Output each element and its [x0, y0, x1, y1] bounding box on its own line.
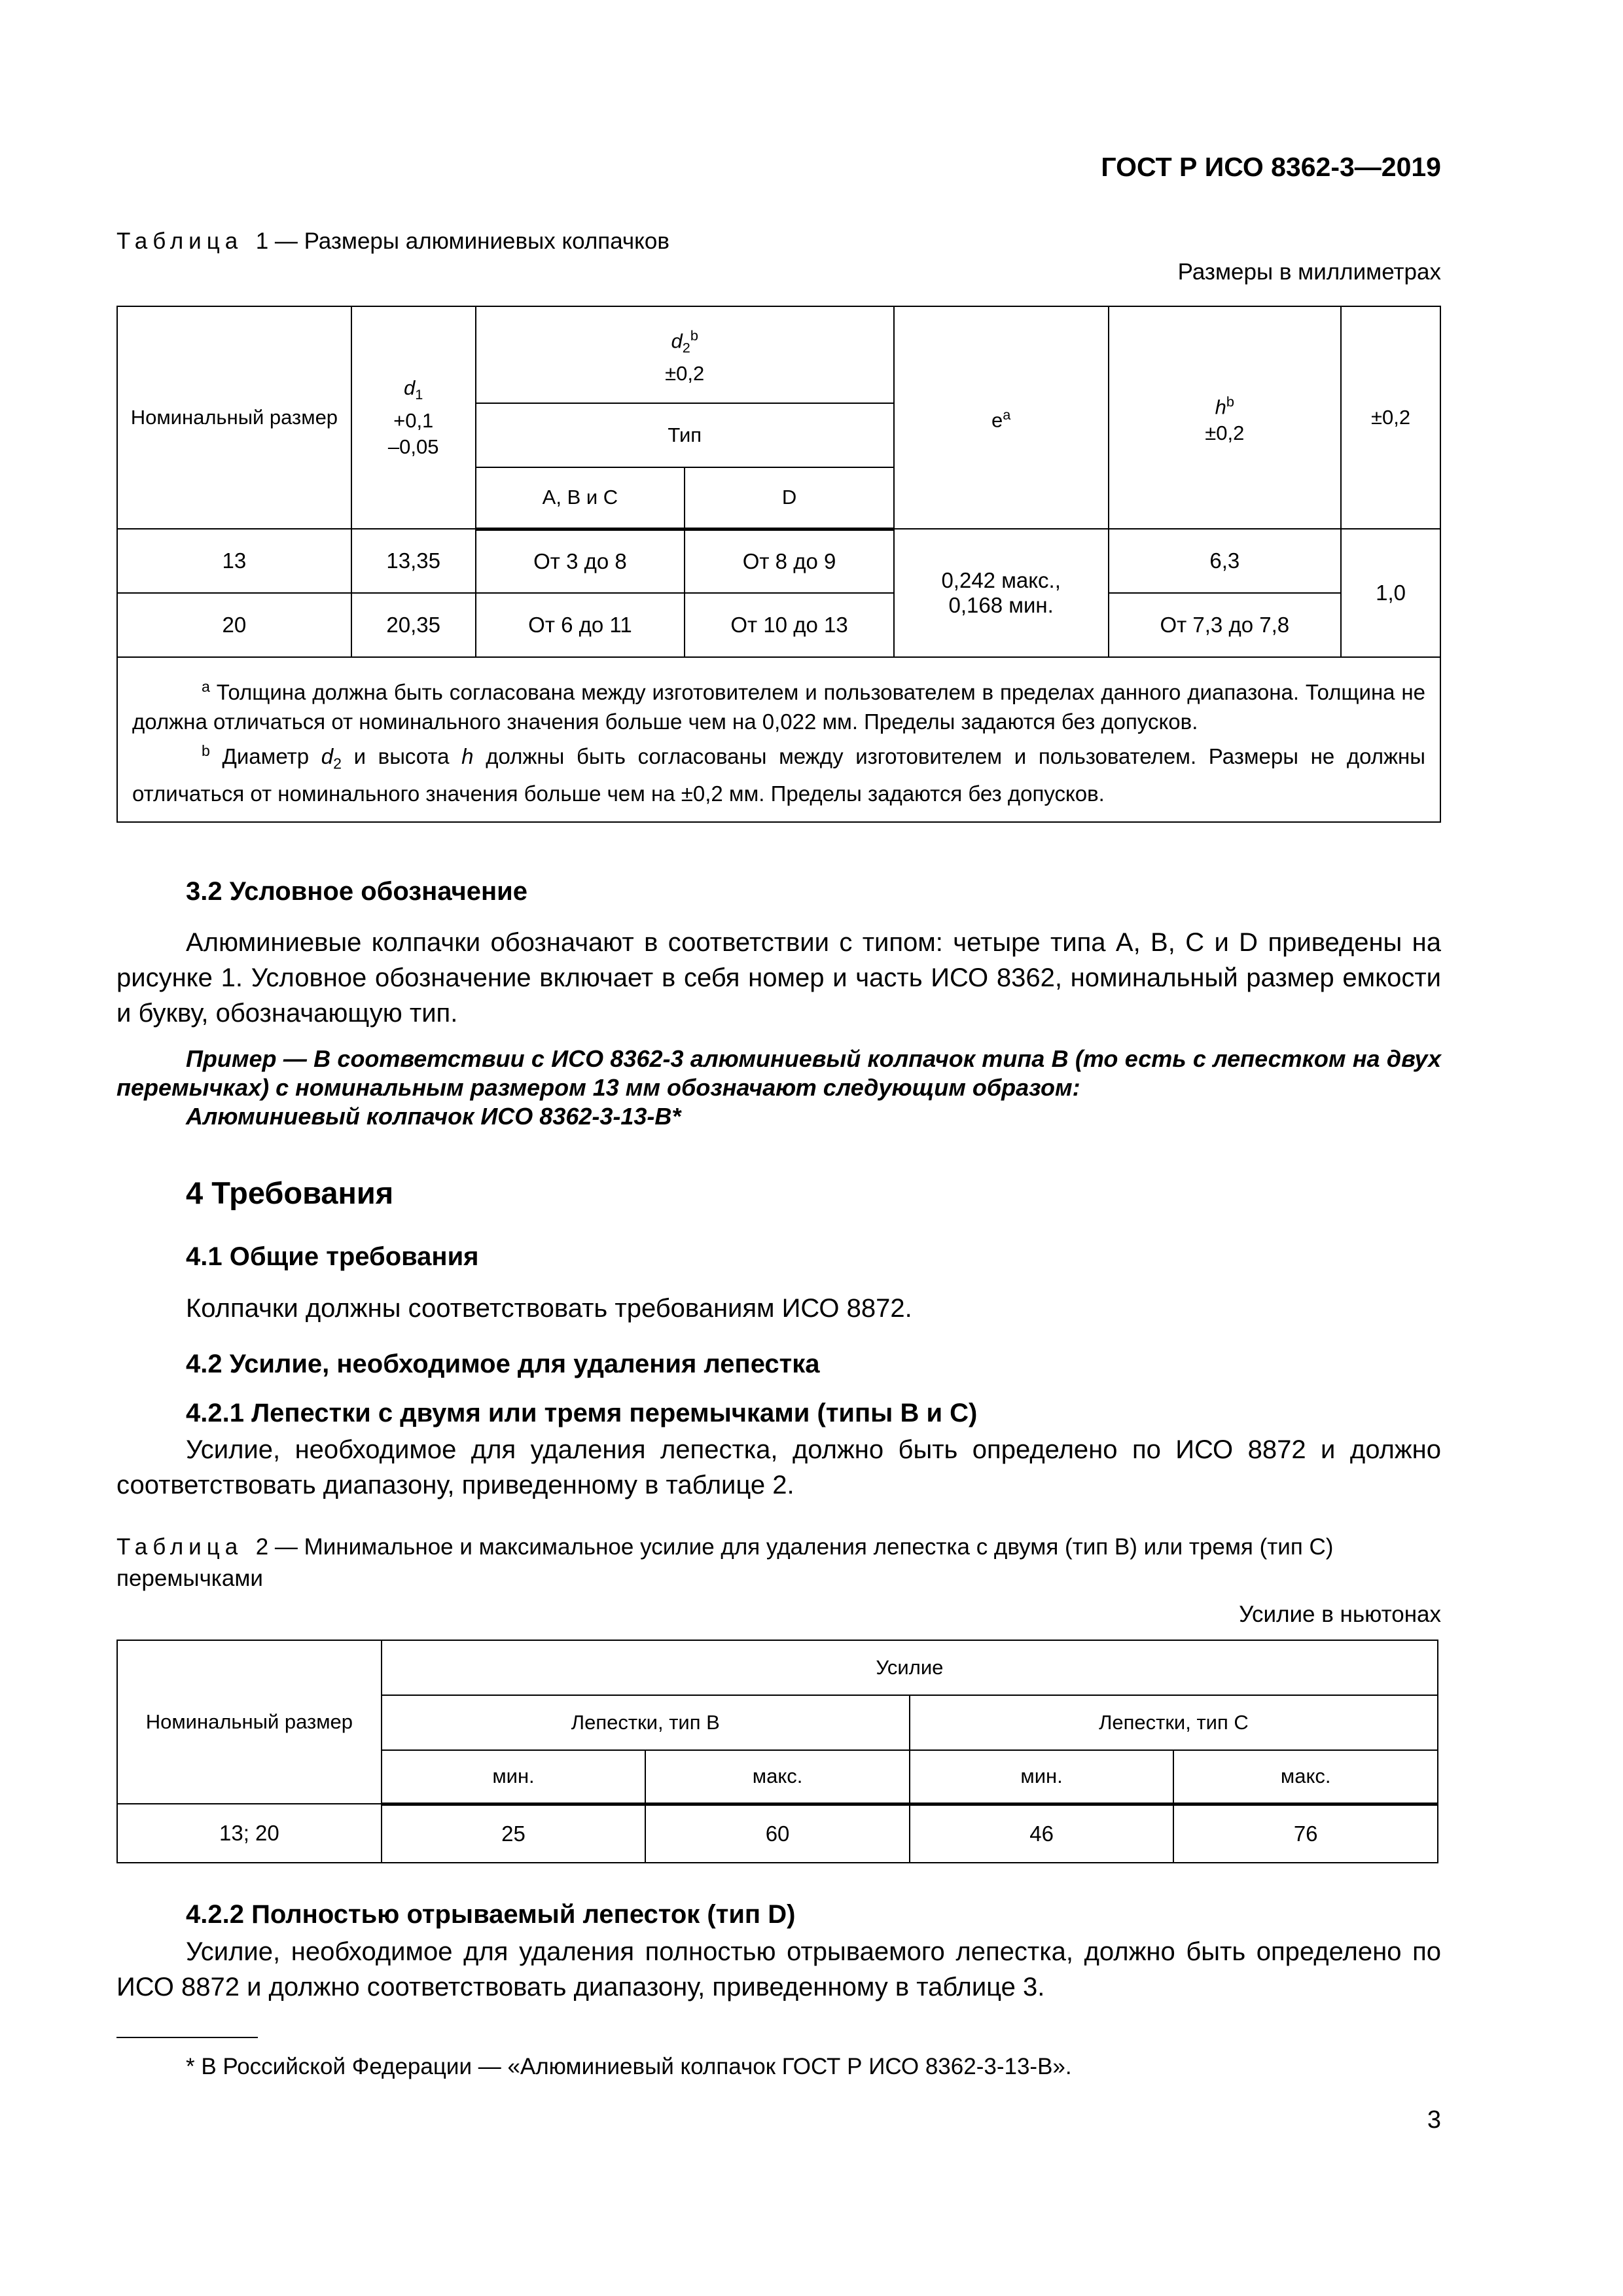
section-4-heading: 4 Требования: [186, 1175, 394, 1210]
table2-cell: 46: [910, 1804, 1174, 1863]
example-block: [116, 1045, 1441, 1131]
section-4-1-body: [116, 1291, 1441, 1326]
table1-notes: [117, 657, 1440, 822]
table1-cell: От 8 до 9: [685, 529, 894, 593]
table1-cell: От 10 до 13: [685, 593, 894, 657]
table1-cell-last-value: 1,0: [1341, 529, 1440, 657]
table1-note-a: $^a$ Толщина должна быть согласована между изготовителем и пользователем в пределах данного диапазона. Толщина не должна отличаться от номинального значения больше чем на 0,022 мм. Пределы задаются без допусков.: [132, 678, 1425, 734]
table1-cell: От 7,3 до 7,8: [1109, 593, 1342, 657]
table2-header-type-c: Лепестки, тип С: [910, 1695, 1438, 1750]
table2-cell: 13; 20: [117, 1804, 382, 1863]
page-number: 3: [1427, 2106, 1441, 2134]
section-4-2-heading: 4.2 Усилие, необходимое для удаления лепестка: [186, 1350, 820, 1378]
table1-cell: От 3 до 8: [476, 529, 685, 593]
section-4-1-heading: 4.1 Общие требования: [186, 1242, 479, 1271]
section-3-2-paragraph: Алюминиевые колпачки обозначают в соответствии с типом: четыре типа А, В, С и D приведены на рисунке 1. Условное обозначение включает в себя номер и часть ИСО 8362, номинальный размер емкости и букву, обозначающую тип.: [116, 928, 1441, 1028]
table1-header-h: $h^b$ ±0,2: [1109, 306, 1342, 529]
standard-code: ГОСТ Р ИСО 8362-3—2019: [1101, 152, 1441, 182]
section-4-2-2-heading: 4.2.2 Полностью отрываемый лепесток (тип D): [186, 1900, 796, 1929]
table2-header-max: макс.: [645, 1750, 910, 1804]
table1-cell: 20,35: [351, 593, 476, 657]
table1-header-type-abc: А, В и С: [476, 467, 685, 529]
table1-cell: 13: [117, 529, 351, 593]
section-4-2-2-text: Усилие, необходимое для удаления полностью отрываемого лепестка, должно быть определено по ИСО 8872 и должно соответствовать диапазону, приведенному в таблице 3.: [116, 1937, 1441, 2001]
table1-note-b: $^b$ Диаметр $d_2$ и высота h должны быть согласованы между изготовителем и пользователем. Размеры не должны отличаться от номинального значения больше чем на ±0,2 мм. Пределы задаются без допусков.: [132, 742, 1425, 806]
table2-caption-text: 2 — Минимальное и максимальное усилие для удаления лепестка с двумя (тип В) или тремя (тип С) перемычками: [116, 1534, 1334, 1591]
table1-units: Размеры в миллиметрах: [1177, 259, 1441, 285]
example-designation: Алюминиевый колпачок ИСО 8362-3-13-В*: [186, 1103, 681, 1130]
table2-header-type-b: Лепестки, тип В: [382, 1695, 910, 1750]
section-4-2-1-body: [116, 1432, 1441, 1503]
table1-header-d1: $d_1$ +0,1 –0,05: [351, 306, 476, 529]
table2-cell: 76: [1173, 1804, 1438, 1863]
table2-units: Усилие в ньютонах: [1239, 1602, 1441, 1627]
table1-header-type-d: D: [685, 467, 894, 529]
table1-header-last-tol: ±0,2: [1341, 306, 1440, 529]
table1-header-d2: $d_2^b$ ±0,2: [476, 306, 894, 403]
table1-header-type: Тип: [476, 403, 894, 467]
table1-header-nominal: Номинальный размер: [117, 306, 351, 529]
table2-cell: 25: [382, 1804, 646, 1863]
table1: [116, 306, 1441, 823]
footnote-rule: [116, 2037, 258, 2038]
table1-cell: 6,3: [1109, 529, 1342, 593]
table1-header-e: $e^a$: [894, 306, 1109, 529]
section-3-2-body: [116, 925, 1441, 1031]
table2-header-force: Усилие: [382, 1640, 1438, 1695]
table1-cell-e-value: 0,242 макс., 0,168 мин.: [894, 529, 1109, 657]
table2-header-min: мин.: [382, 1750, 646, 1804]
table2-caption: [116, 1532, 1441, 1594]
table1-caption-word: Таблица: [116, 228, 243, 254]
section-3-2-heading: 3.2 Условное обозначение: [186, 877, 527, 906]
table2-cell: 60: [645, 1804, 910, 1863]
section-4-2-1-text: Усилие, необходимое для удаления лепестка, должно быть определено по ИСО 8872 и должно соответствовать диапазону, приведенному в таблице 2.: [116, 1435, 1441, 1499]
table2-caption-word: Таблица: [116, 1534, 243, 1560]
table1-caption: [116, 226, 669, 257]
section-4-2-2-body: [116, 1934, 1441, 2005]
example-text: Пример — В соответствии с ИСО 8362-3 алюминиевый колпачок типа В (то есть с лепестком на двух перемычках) с номинальным размером 13 мм обозначают следующим образом:: [116, 1045, 1441, 1101]
table1-caption-text: 1 — Размеры алюминиевых колпачков: [255, 228, 669, 254]
table2: [116, 1640, 1438, 1863]
table2-header-nominal: Номинальный размер: [117, 1640, 382, 1804]
section-4-2-1-heading: 4.2.1 Лепестки с двумя или тремя перемычками (типы В и С): [186, 1399, 978, 1427]
table2-header-max: макс.: [1173, 1750, 1438, 1804]
section-4-1-text: Колпачки должны соответствовать требованиям ИСО 8872.: [186, 1294, 912, 1323]
table2-header-min: мин.: [910, 1750, 1174, 1804]
table1-cell: 20: [117, 593, 351, 657]
table1-cell: 13,35: [351, 529, 476, 593]
table1-cell: От 6 до 11: [476, 593, 685, 657]
footnote: * В Российской Федерации — «Алюминиевый колпачок ГОСТ Р ИСО 8362-3-13-В».: [186, 2054, 1072, 2079]
